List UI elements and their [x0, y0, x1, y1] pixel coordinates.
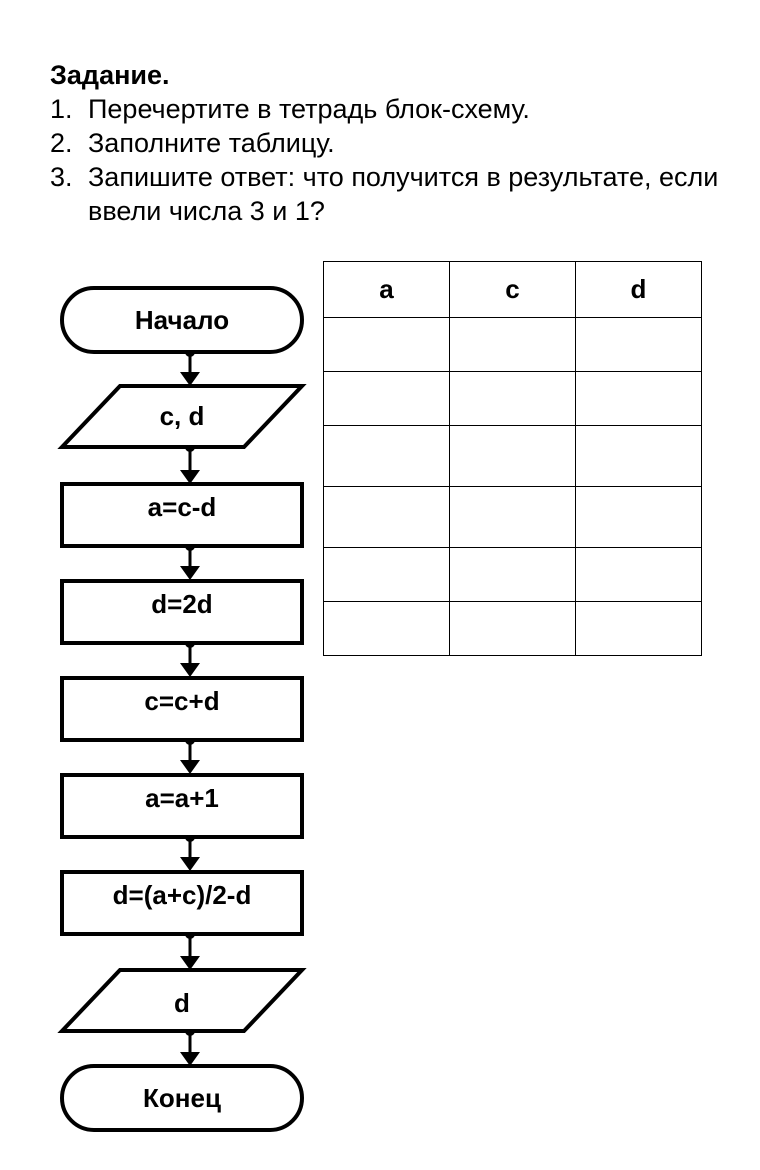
table-row: [324, 487, 702, 548]
table-cell[interactable]: [450, 426, 576, 487]
task-item-text: Заполните таблицу.: [88, 128, 335, 158]
table-row: [324, 548, 702, 602]
block-label: d: [174, 988, 190, 1018]
task-item-text: Запишите ответ: что получится в результате, если ввели числа 3 и 1?: [88, 162, 719, 226]
task-item-number: 3.: [50, 162, 73, 192]
column-header-a: a: [324, 262, 450, 318]
block-label: d=2d: [151, 589, 213, 619]
table-cell[interactable]: [576, 487, 702, 548]
table-row: [324, 372, 702, 426]
table-cell[interactable]: [450, 487, 576, 548]
task-title: Задание.: [50, 60, 170, 90]
block-label: a=c-d: [147, 492, 217, 522]
task-item-number: 2.: [50, 128, 73, 158]
table-cell[interactable]: [324, 487, 450, 548]
table-cell[interactable]: [576, 318, 702, 372]
block-label: c, d: [159, 401, 205, 431]
block-label: Конец: [143, 1083, 221, 1113]
table-cell[interactable]: [576, 602, 702, 656]
table-cell[interactable]: [576, 426, 702, 487]
table-cell[interactable]: [450, 548, 576, 602]
task-item-number: 1.: [50, 94, 73, 124]
trace-table: [323, 261, 702, 656]
task-item-text: Перечертите в тетрадь блок-схему.: [88, 94, 530, 124]
column-header-d: d: [576, 262, 702, 318]
table-cell[interactable]: [324, 318, 450, 372]
table-cell[interactable]: [324, 602, 450, 656]
table-cell[interactable]: [324, 426, 450, 487]
table-header-row: [324, 262, 702, 318]
block-label: a=a+1: [145, 783, 219, 813]
table-row: [324, 426, 702, 487]
table-cell[interactable]: [450, 602, 576, 656]
table-cell[interactable]: [450, 372, 576, 426]
table-cell[interactable]: [324, 372, 450, 426]
table-row: [324, 318, 702, 372]
block-label: d=(a+c)/2-d: [112, 880, 252, 910]
column-header-c: c: [450, 262, 576, 318]
block-label: Начало: [134, 305, 230, 335]
table-cell[interactable]: [450, 318, 576, 372]
table-row: [324, 602, 702, 656]
table-cell[interactable]: [324, 548, 450, 602]
block-label: c=c+d: [144, 686, 220, 716]
table-cell[interactable]: [576, 372, 702, 426]
table-cell[interactable]: [576, 548, 702, 602]
